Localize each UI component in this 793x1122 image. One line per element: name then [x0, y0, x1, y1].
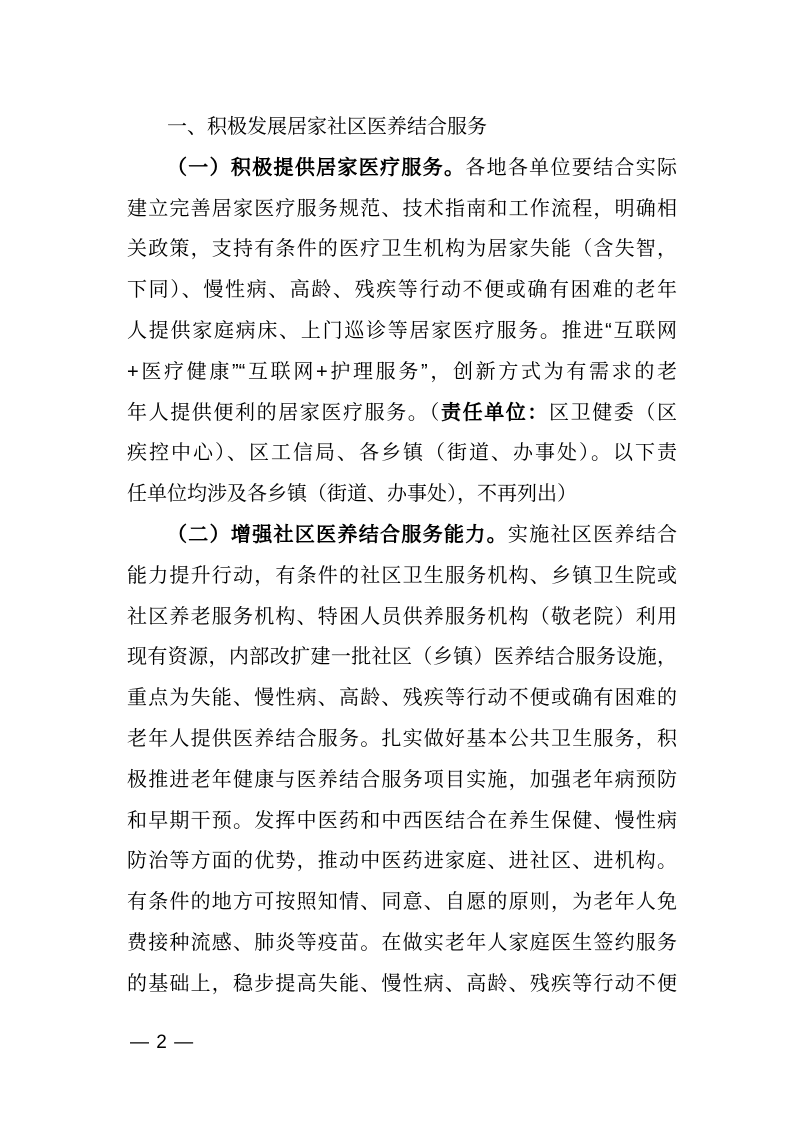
section-heading [127, 107, 677, 148]
text-line [127, 882, 677, 923]
text-segment: 老年人提供医养结合服务。扎实做好基本公共卫生服务，积 [127, 727, 677, 750]
text-line [127, 556, 677, 597]
text-segment: 下同）、慢性病、高龄、残疾等行动不便或确有困难的老年 [127, 279, 677, 302]
text-segment: 责任单位： [441, 401, 549, 424]
text-segment: 重点为失能、慢性病、高龄、残疾等行动不便或确有困难的 [127, 687, 677, 710]
text-line [127, 189, 677, 230]
text-line [127, 719, 677, 760]
text-segment: 任单位均涉及各乡镇（街道、办事处），不再列出） [127, 483, 577, 506]
text-line [127, 229, 677, 270]
text-segment: （一）积极提供居家医疗服务。 [167, 156, 466, 179]
text-segment: 建立完善居家医疗服务规范、技术指南和工作流程，明确相 [127, 197, 677, 220]
text-line [127, 801, 677, 842]
text-segment: 关政策，支持有条件的医疗卫生机构为居家失能（含失智， [127, 238, 677, 261]
text-segment: 能力提升行动，有条件的社区卫生服务机构、乡镇卫生院或 [127, 564, 677, 587]
document-body [127, 107, 677, 1005]
text-line [127, 964, 677, 1005]
text-line [127, 760, 677, 801]
text-segment: 极推进老年健康与医养结合服务项目实施，加强老年病预防 [127, 768, 677, 791]
text-segment: 有条件的地方可按照知情、同意、自愿的原则，为老年人免 [127, 891, 677, 914]
text-line [127, 270, 677, 311]
text-line [127, 474, 677, 515]
text-segment: 一、积极发展居家社区医养结合服务 [167, 116, 487, 138]
text-segment: 和早期干预。发挥中医药和中西医结合在养生保健、慢性病 [127, 809, 677, 832]
text-line [127, 393, 677, 434]
text-segment: 人提供家庭病床、上门巡诊等居家医疗服务。推进“互联网 [127, 319, 677, 342]
text-segment: 社区养老服务机构、特困人员供养服务机构（敬老院）利用 [127, 605, 677, 628]
text-line [127, 841, 677, 882]
text-line [127, 637, 677, 678]
text-line [127, 311, 677, 352]
text-line [127, 148, 677, 189]
text-line [127, 923, 677, 964]
text-segment: +医疗健康”“互联网+护理服务”，创新方式为有需求的老 [127, 360, 677, 383]
text-line [127, 597, 677, 638]
text-segment: 的基础上，稳步提高失能、慢性病、高龄、残疾等行动不便 [127, 972, 677, 995]
text-segment: 区卫健委（区 [549, 401, 677, 424]
text-line [127, 352, 677, 393]
text-line [127, 678, 677, 719]
text-segment: 费接种流感、肺炎等疫苗。在做实老年人家庭医生签约服务 [127, 931, 677, 954]
text-line [127, 515, 677, 556]
text-segment: 实施社区医养结合 [507, 523, 677, 546]
text-segment: 防治等方面的优势，推动中医药进家庭、进社区、进机构。 [127, 850, 677, 873]
text-segment: 疾控中心）、区工信局、各乡镇（街道、办事处）。以下责 [127, 442, 677, 465]
text-line [127, 433, 677, 474]
text-segment: 各地各单位要结合实际 [465, 156, 677, 179]
page-number: — 2 — [130, 1032, 195, 1053]
text-segment: 年人提供便利的居家医疗服务。（ [127, 401, 441, 424]
text-segment: 现有资源，内部改扩建一批社区（乡镇）医养结合服务设施， [127, 646, 677, 669]
text-segment: （二）增强社区医养结合服务能力。 [167, 523, 508, 546]
